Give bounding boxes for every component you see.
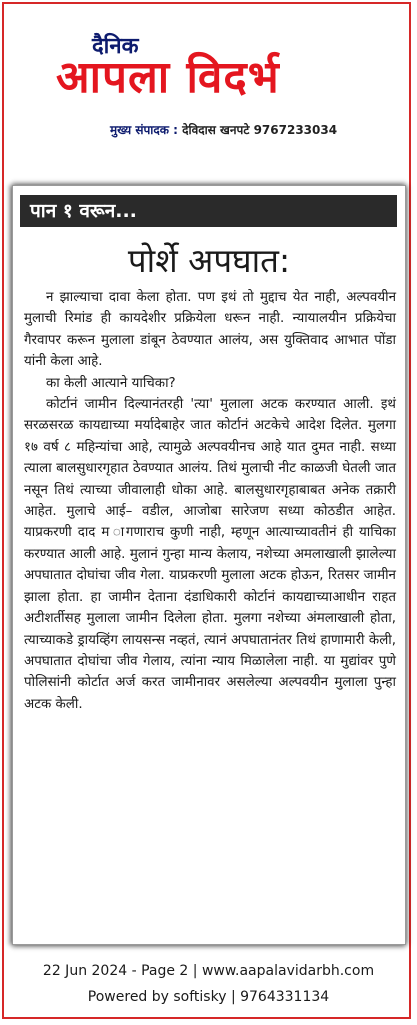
article-body <box>24 287 396 715</box>
article-subheading: का केली आत्याने याचिका? <box>46 375 176 391</box>
footer-powered-by: Powered by softisky | 9764331134 <box>87 989 330 1005</box>
editor-label: मुख्य संपादक : <box>110 123 178 137</box>
article-headline: पोर्शे अपघात: <box>127 241 291 280</box>
masthead-daily: दैनिक <box>92 34 139 59</box>
footer-date-page-url: 22 Jun 2024 - Page 2 | www.aapalavidarbh.com <box>42 963 375 979</box>
masthead-title: आपला विदर्भ <box>56 52 280 103</box>
article-paragraph: कोर्टानं जामीन दिल्यानंतरही 'त्या' मुलाला अटक करण्यात आली. इथं सरळसरळ कायद्याच्या मर्यादेबाहेर जात कोर्टानं अटकेचे आदेश दिलेत. मुलगा १७ वर्ष ८ महिन्यांचा आहे, त्यामुळे अल्पवयीनच आहे यात दुमत नाही. सध्या त्याला बालसुधारगृहात ठेवण्यात आलंय. तिथं मुलाची नीट काळजी घेतली जात नसून तिथं त्याच्या जीवालाही धोका आहे. बालसुधारगृहाबाबत अनेक तक्रारी आहेत. मुलाचे आई– वडील, आजोबा सारेजण सध्या कोठडीत आहेत. याप्रकरणी दाद म ागणाराच कुणी नाही, म्हणून आत्याच्यावतीनं ही याचिका करण्यात आली आहे. मुलानं गुन्हा मान्य केलाय, नशेच्या अमलाखाली झालेल्या अपघातात दोघांचा जीव गेला. याप्रकरणी मुलाला अटक होऊन, रितसर जामीन झाला होता. हा जामीन देताना दंडाधिकारी कोर्टानं कायद्याच्याआधीन राहत अटीशर्तीसह मुलाला जामीन दिलेला होता. मुलगा नशेच्या अंमलाखाली होता, त्याच्याकडे ड्रायव्हिंग लायसन्स नव्हतं, त्यानं अपघातानंतर तिथं हाणामारी केली, अपघातात दोघांचा जीव गेलाय, त्यांना न्याय मिळालेला नाही. या मुद्यांवर पुणे पोलिसांनी कोर्टात अर्ज करत जामीनावर असलेल्या अल्पवयीन मुलाला पुन्हा अटक केली. <box>24 397 396 712</box>
article-paragraph: न झाल्याचा दावा केला होता. पण इथं तो मुद्दाच येत नाही, अल्पवयीन मुलाची रिमांड ही कायदेशीर प्रक्रियेला धरून नाही. न्यायालयीन प्रक्रियेचा गैरवापर करून मुलाला डांबून ठेवण्यात आलंय, अस युक्तिवाद आभात पोंडा यांनी केला आहे. <box>24 290 396 370</box>
article-clipping <box>12 185 406 945</box>
continuation-banner <box>20 195 397 227</box>
continuation-label: पान १ वरून... <box>30 200 137 222</box>
masthead-editor <box>110 121 337 138</box>
editor-name: देविदास खनपटे 9767233034 <box>182 123 338 137</box>
